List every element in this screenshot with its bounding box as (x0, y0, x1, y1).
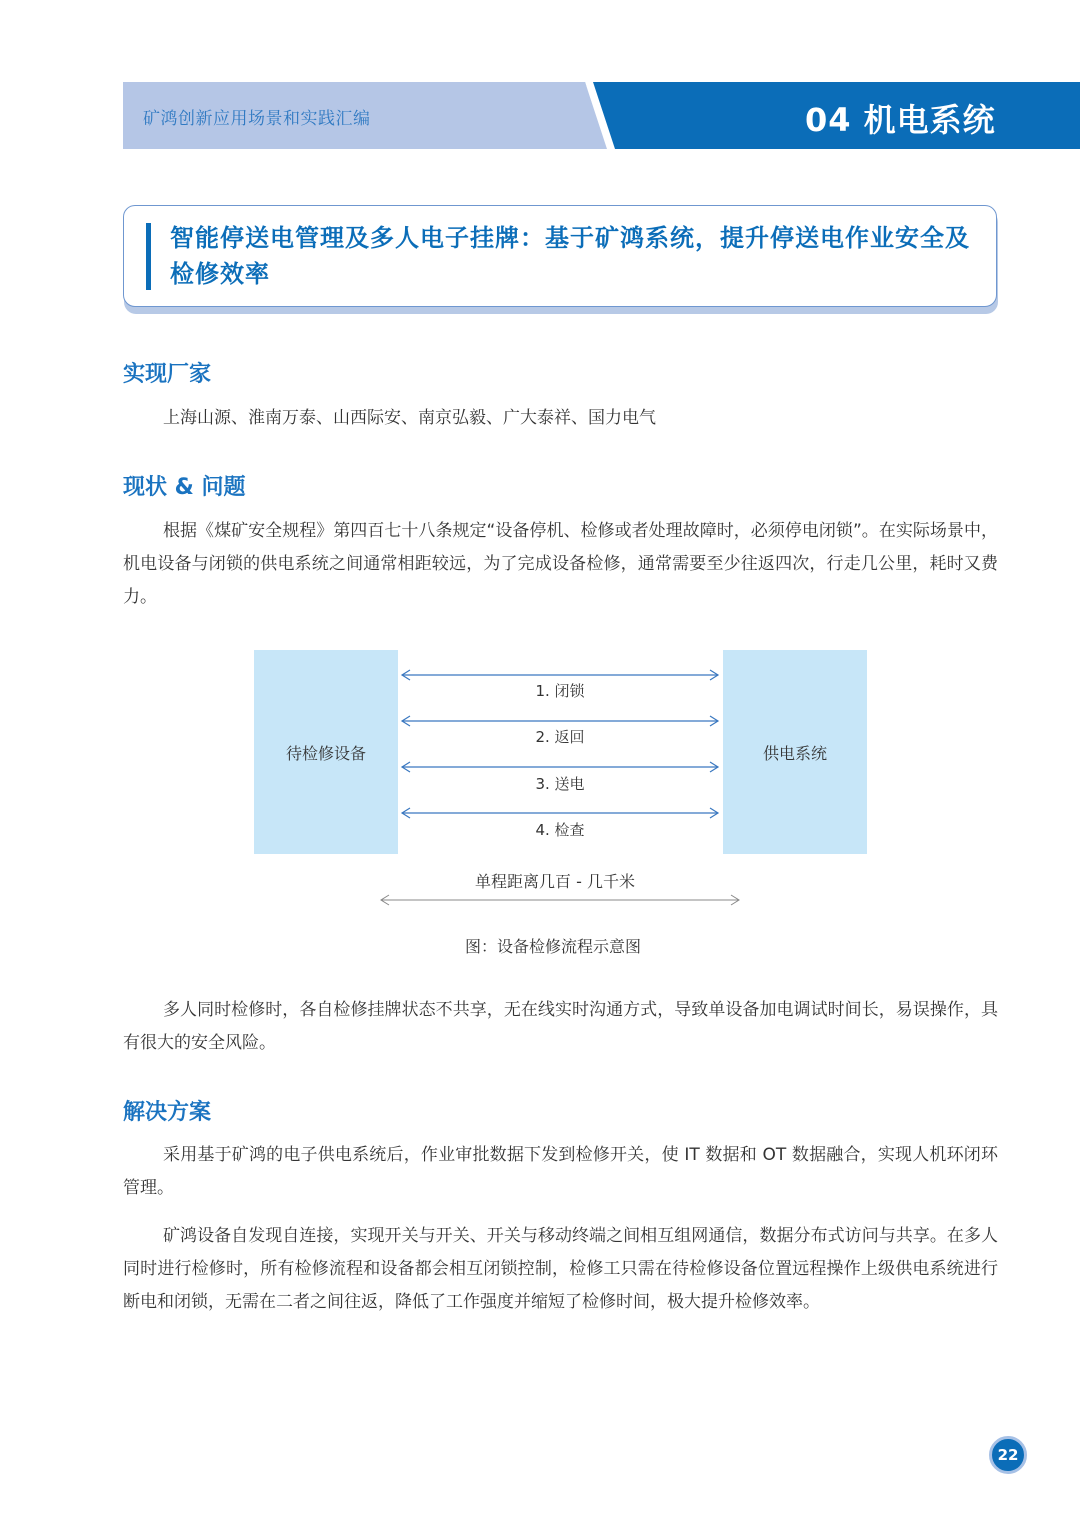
diagram-step-3: 3. 送电 (535, 775, 585, 793)
diagram-box-equipment: 待检修设备 (254, 650, 398, 854)
diagram-step-4: 4. 检查 (535, 821, 585, 839)
status-paragraph-2: 多人同时检修时，各自检修挂牌状态不共享，无在线实时沟通方式，导致单设备加电调试时间长，易误操作，具有很大的安全风险。 (123, 1000, 998, 1053)
vendors-text: 上海山源、淮南万泰、山西际安、南京弘毅、广大泰祥、国力电气 (163, 408, 656, 428)
arrow-step-4 (402, 808, 718, 818)
diagram-distance-label: 单程距离几百 - 几千米 (475, 872, 635, 891)
arrow-step-2 (402, 716, 718, 726)
title-accent-bar (146, 223, 151, 290)
diagram-step-2: 2. 返回 (535, 728, 585, 746)
section-heading-vendors: 实现厂家 (123, 362, 212, 387)
section-heading-status: 现状 & 问题 (123, 475, 246, 500)
section-heading-solution: 解决方案 (123, 1100, 212, 1125)
distance-arrow (375, 890, 745, 910)
arrow-step-3 (402, 762, 718, 772)
diagram-caption: 图：设备检修流程示意图 (465, 937, 642, 956)
solution-paragraph-1: 采用基于矿鸿的电子供电系统后，作业审批数据下发到检修开关，使 IT 数据和 OT 数据融合，实现人机环闭环管理。 (123, 1145, 998, 1198)
article-title: 智能停送电管理及多人电子挂牌：基于矿鸿系统，提升停送电作业安全及检修效率 (170, 224, 970, 288)
chapter-title: 04 机电系统 (805, 101, 996, 139)
diagram-box-power-system: 供电系统 (723, 650, 867, 854)
diagram-step-1: 1. 闭锁 (535, 682, 585, 700)
arrow-step-1 (402, 670, 718, 680)
book-title: 矿鸿创新应用场景和实践汇编 (143, 109, 371, 129)
status-paragraph-1: 根据《煤矿安全规程》第四百七十八条规定“设备停机、检修或者处理故障时，必须停电闭锁”。在实际场景中，机电设备与闭锁的供电系统之间通常相距较远，为了完成设备检修，通常需要至少往返四次，行走几公里，耗时又费力。 (123, 521, 998, 607)
solution-paragraph-2: 矿鸿设备自发现自连接，实现开关与开关、开关与移动终端之间相互组网通信，数据分布式访问与共享。在多人同时进行检修时，所有检修流程和设备都会相互闭锁控制，检修工只需在待检修设备位置远程操作上级供电系统进行断电和闭锁，无需在二者之间往返，降低了工作强度并缩短了检修时间，极大提升检修效率。 (123, 1226, 998, 1312)
page-number: 22 (989, 1436, 1027, 1474)
